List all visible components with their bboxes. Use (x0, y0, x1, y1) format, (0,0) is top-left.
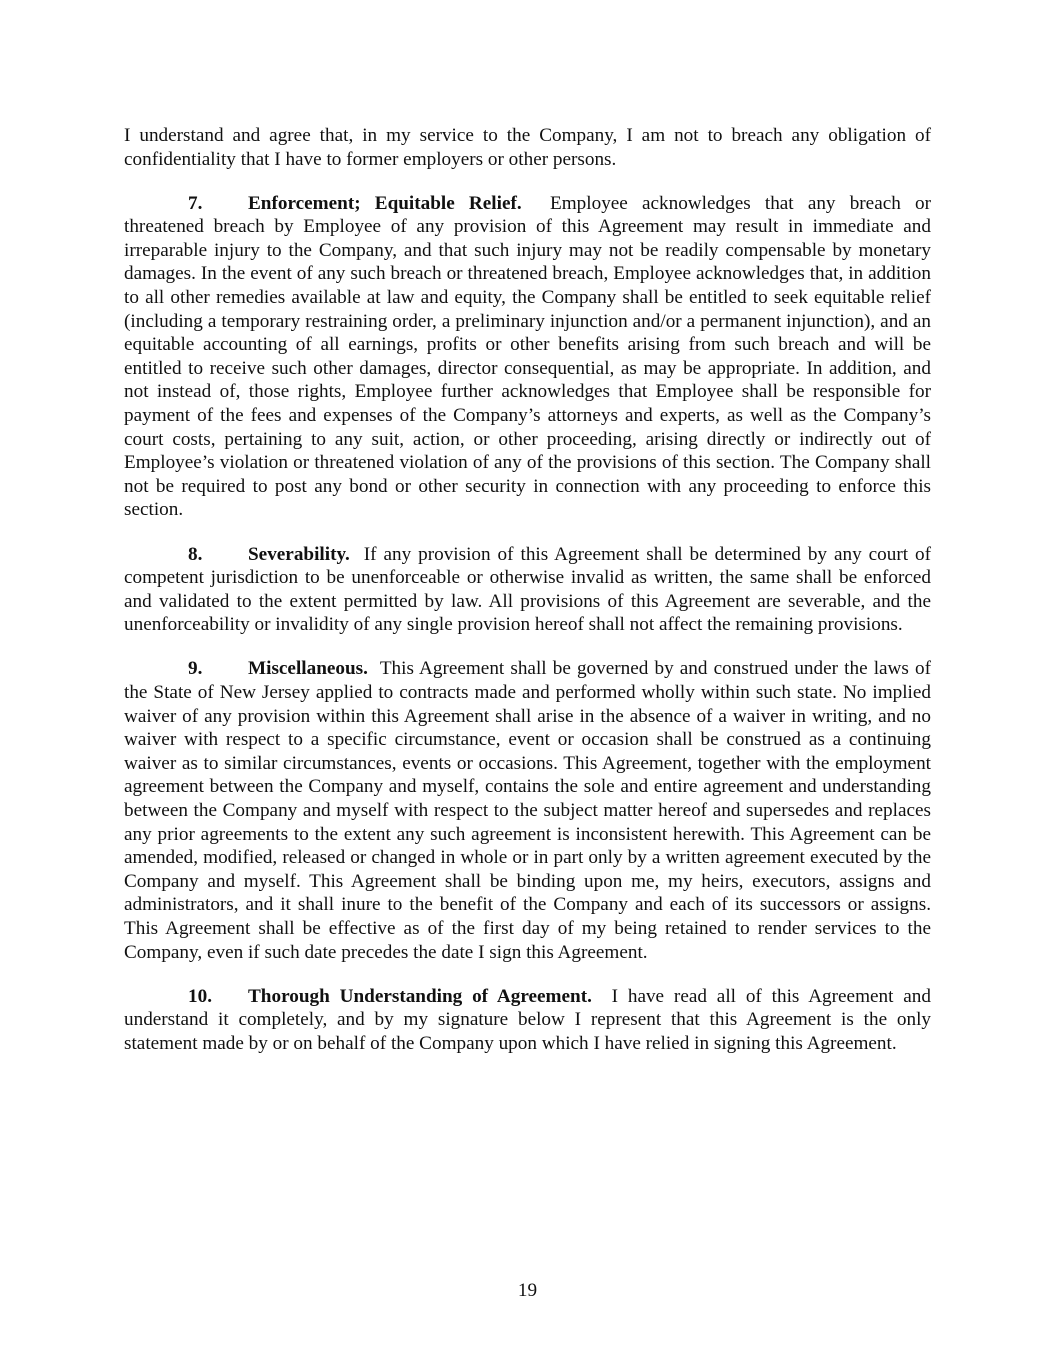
section-body: If any provision of this Agreement shall be determined by any court of competent jurisdiction to be unenforceable or otherwise invalid as written, the same shall be enforced and validated to the extent permitted by law. All provisions of this Agreement are severable, and the unenforceability or invalidity of any single provision hereof shall not affect the remaining provisions. (124, 543, 932, 636)
section-heading: Enforcement; Equitable Relief. (248, 192, 522, 214)
section-heading: Thorough Understanding of Agreement. (248, 985, 592, 1007)
section-heading: Severability. (248, 543, 350, 565)
intro-paragraph: I understand and agree that, in my service to the Company, I am not to breach any obligation of confidentiality that I have to former employers or other persons. (124, 125, 931, 170)
section-miscellaneous (124, 657, 931, 964)
section-heading: Miscellaneous. (248, 658, 368, 680)
section-body: I have read all of this Agreement and understand it completely, and by my signature below I represent that this Agreement is the only statement made by or on behalf of the Company upon which I have relied in signing this Agreement. (124, 985, 931, 1054)
section-number: 9. (188, 658, 203, 680)
section-enforcement (124, 192, 931, 522)
section-number: 7. (188, 192, 203, 214)
section-number: 10. (188, 985, 212, 1007)
section-number: 8. (188, 543, 203, 565)
document-page (124, 124, 931, 1076)
section-severability (124, 543, 931, 637)
section-body: This Agreement shall be governed by and construed under the laws of the State of New Jersey applied to contracts made and performed wholly within such state. No implied waiver of any provision within this Agreement shall arise in the absence of a waiver in writing, and no waiver with respect to a specific circumstance, event or occasion shall be construed as a continuing waiver as to similar circumstances, events or occasions. This Agreement, together with the employment agreement between the Company and myself, contains the sole and entire agreement and understanding between the Company and myself with respect to the subject matter hereof and supersedes and replaces any prior agreements to the extent any such agreement is inconsistent herewith. This Agreement can be amended, modified, released or changed in whole or in part only by a written agreement executed by the Company and myself. This Agreement shall be binding upon me, my heirs, executors, assigns and administrators, and it shall inure to the benefit of the Company and each of its successors or assigns. This Agreement shall be effective as of the first day of my being retained to render services to the Company, even if such date precedes the date I sign this Agreement. (124, 658, 931, 963)
section-thorough-understanding (124, 985, 931, 1056)
section-body: Employee acknowledges that any breach or threatened breach by Employee of any provision of this Agreement may result in immediate and irreparable injury to the Company, and that such injury may not be readily compensable by monetary damages. In the event of any such breach or threatened breach, Employee acknowledges that, in addition to all other remedies available at law and equity, the Company shall be entitled to seek equitable relief (including a temporary restraining order, a preliminary injunction and/or a permanent injunction), and an equitable accounting of all earnings, profits or other benefits arising from such breach and will be entitled to receive such other damages, director consequential, as may be appropriate. In addition, and not instead of, those rights, Employee further acknowledges that Employee shall be responsible for payment of the fees and expenses of the Company’s attorneys and experts, as well as the Company’s court costs, pertaining to any suit, action, or other proceeding, arising directly or indirectly out of Employee’s violation or threatened violation of any of the provisions of this section. The Company shall not be required to post any bond or other security in connection with any proceeding to enforce this section. (124, 192, 931, 521)
page-number: 19 (517, 1280, 538, 1301)
